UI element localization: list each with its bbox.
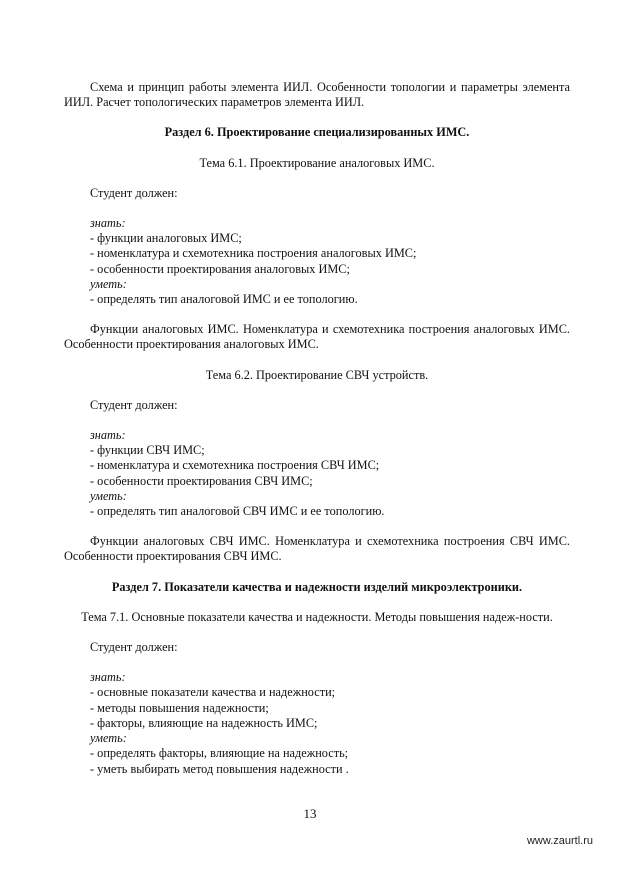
list-item: - определять факторы, влияющие на надежность; (90, 746, 349, 761)
topic-6-2-can-label: уметь: (90, 488, 127, 503)
topic-6-1-student-must: Студент должен: (90, 185, 178, 200)
watermark: www.zaurtl.ru (526, 835, 593, 847)
topic-6-1-summary: Функции аналоговых ИМС. Номенклатура и схемотехника построения аналоговых ИМС. Особенности проектирования аналоговых ИМС. (64, 322, 570, 352)
list-item: - основные показатели качества и надежности; (90, 685, 336, 700)
topic-6-2-know-label: знать: (90, 428, 126, 443)
page-content (64, 80, 570, 777)
list-item: - функции СВЧ ИМС; (90, 443, 205, 458)
list-item: - методы повышения надежности; (90, 700, 269, 715)
list-item: - уметь выбирать метод повышения надежности . (90, 761, 349, 776)
topic-6-2-heading: Тема 6.2. Проектирование СВЧ устройств. (205, 367, 429, 382)
list-item: - определять тип аналоговой ИМС и ее топологию. (90, 292, 358, 307)
topic-7-1-heading: Тема 7.1. Основные показатели качества и надежности. Методы повышения надеж-ности. (81, 609, 553, 624)
topic-6-2-student-must: Студент должен: (90, 397, 178, 412)
topic-7-1-know-label: знать: (90, 670, 126, 685)
topic-6-2-summary: Функции аналоговых СВЧ ИМС. Номенклатура и схемотехника построения СВЧ ИМС. Особенности проектирования СВЧ ИМС. (64, 534, 570, 564)
topic-7-1-can-label: уметь: (90, 731, 127, 746)
list-item: - номенклатура и схемотехника построения СВЧ ИМС; (90, 458, 380, 473)
intro-paragraph: Схема и принцип работы элемента ИИЛ. Особенности топологии и параметры элемента ИИЛ. Расчет топологических параметров элемента ИИЛ. (64, 80, 570, 110)
list-item: - функции аналоговых ИМС; (90, 231, 242, 246)
topic-6-1-know-label: знать: (90, 216, 126, 231)
topic-7-1-student-must: Студент должен: (90, 640, 178, 655)
page-number: 13 (303, 806, 317, 821)
list-item: - особенности проектирования СВЧ ИМС; (90, 473, 313, 488)
list-item: - определять тип аналоговой СВЧ ИМС и ее топологию. (90, 504, 385, 519)
list-item: - особенности проектирования аналоговых ИМС; (90, 261, 350, 276)
list-item: - факторы, влияющие на надежность ИМС; (90, 715, 318, 730)
topic-6-1-heading: Тема 6.1. Проектирование аналоговых ИМС. (199, 155, 435, 170)
section-6-heading: Раздел 6. Проектирование специализированных ИМС. (164, 125, 470, 140)
list-item: - номенклатура и схемотехника построения аналоговых ИМС; (90, 246, 417, 261)
topic-6-1-can-label: уметь: (90, 276, 127, 291)
section-7-heading: Раздел 7. Показатели качества и надежности изделий микроэлектроники. (111, 579, 523, 594)
